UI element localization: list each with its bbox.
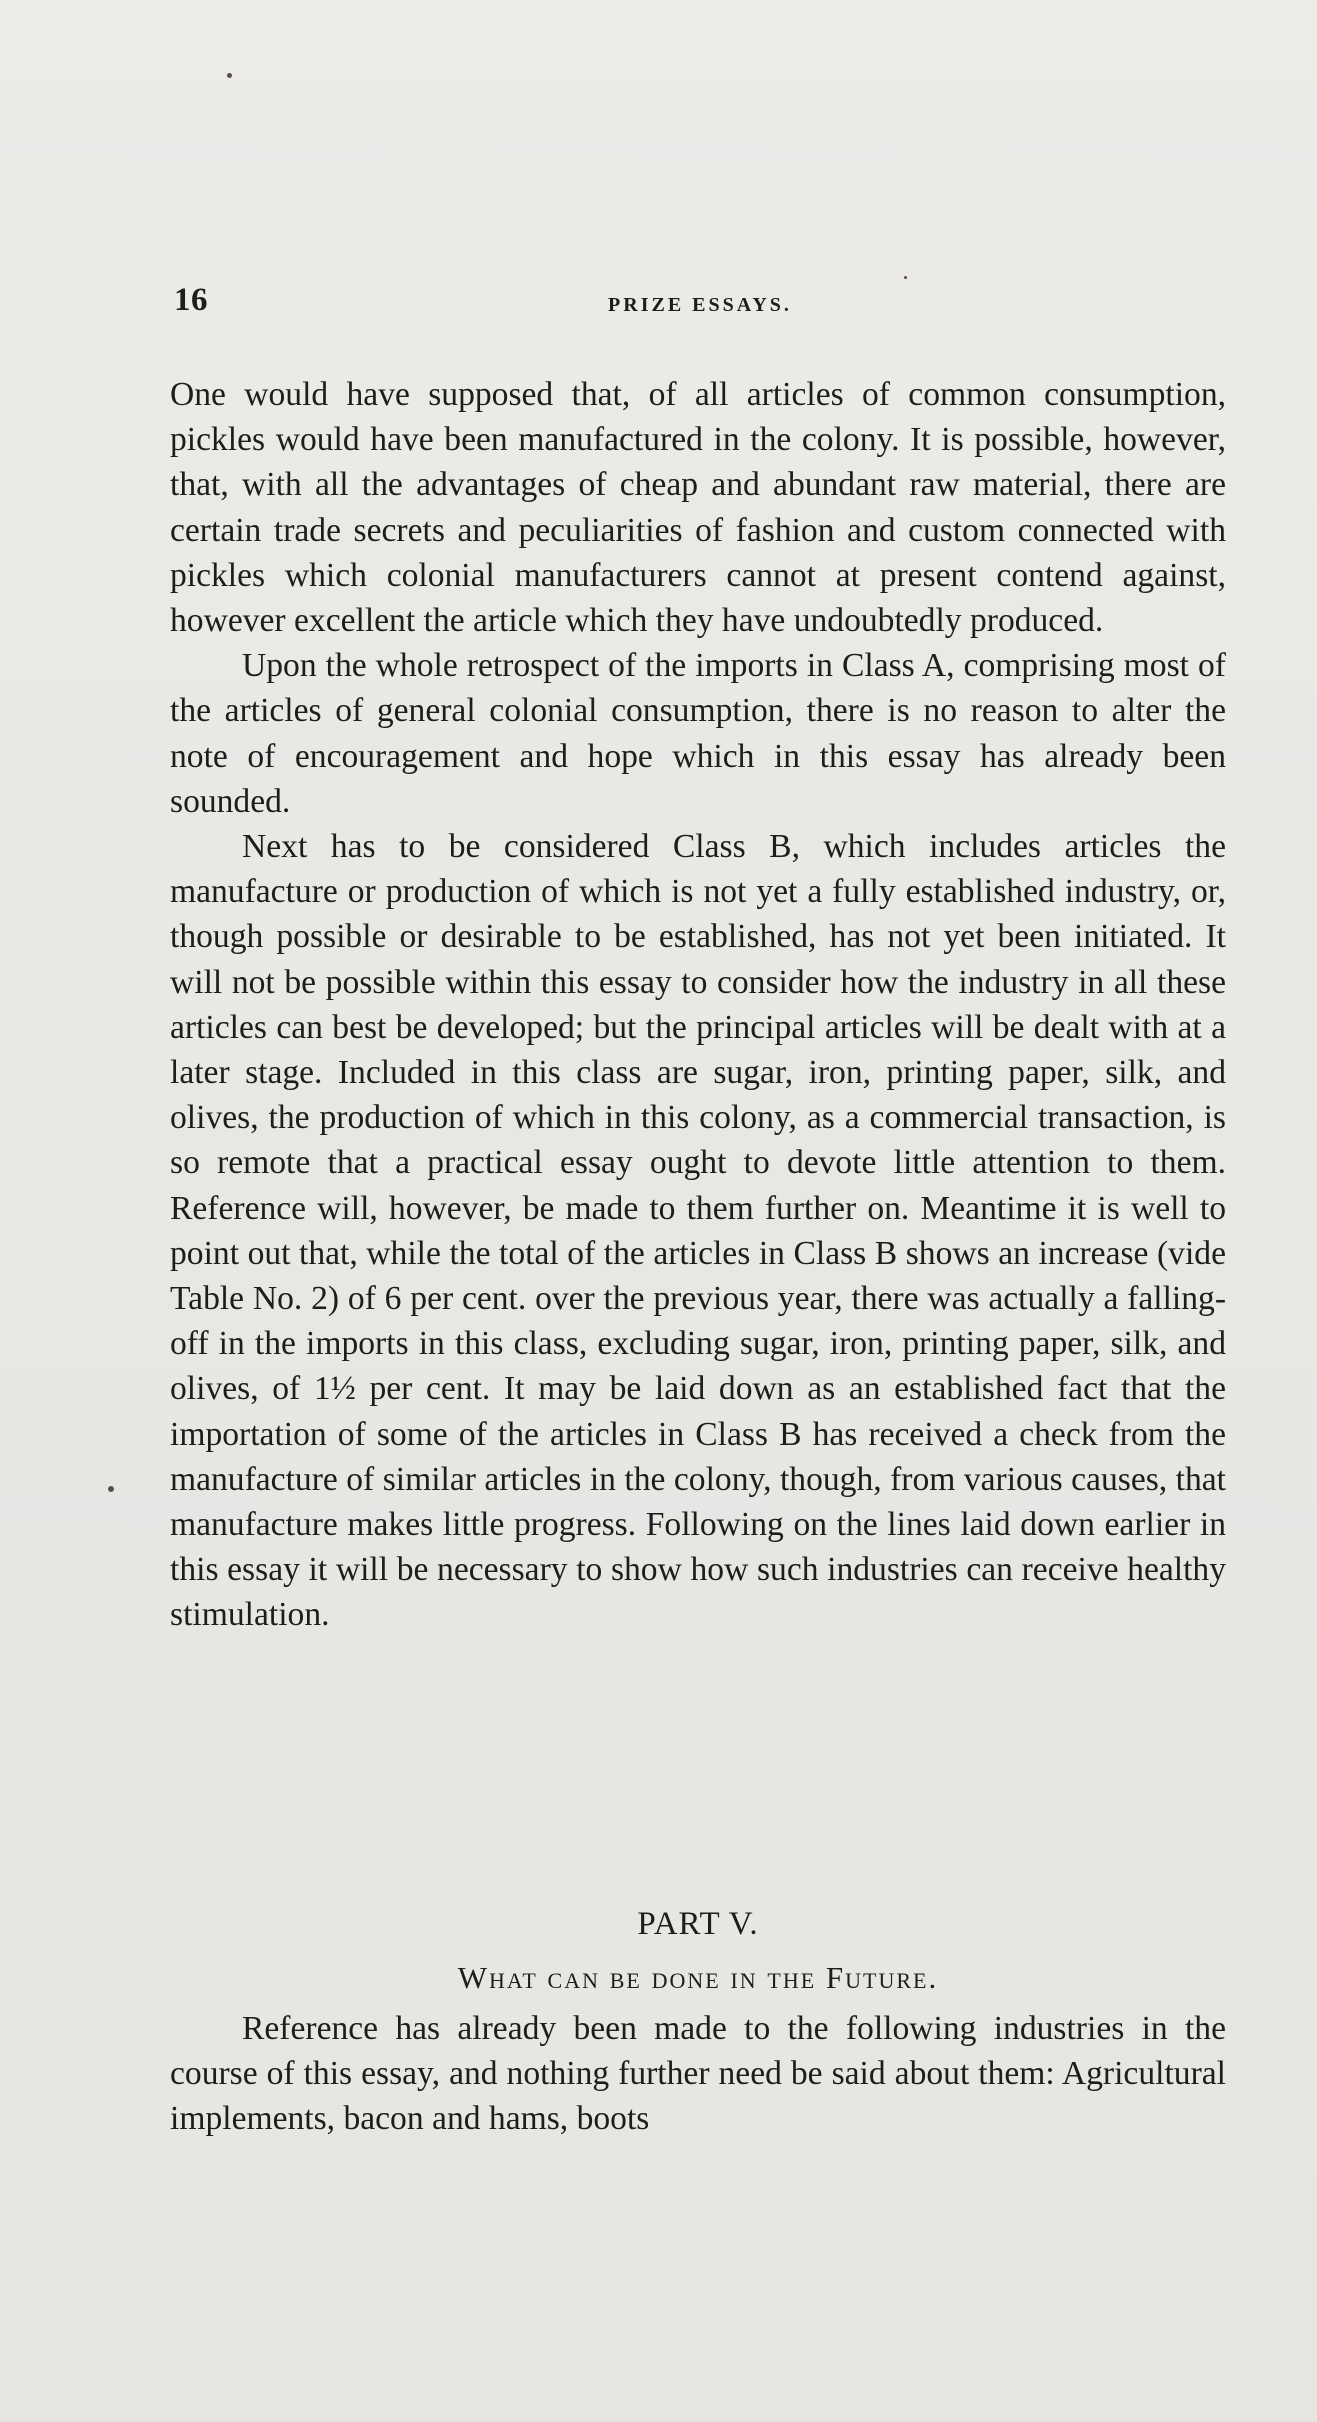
- paper-speck: [227, 73, 232, 78]
- paper-speck: [108, 1486, 114, 1492]
- body-text-continued: [170, 2006, 1226, 2142]
- paper-speck: [904, 276, 907, 279]
- paragraph-class-b: Next has to be considered Class B, which includes articles the manufacture or production of which is not yet a fully established industry, or, though possible or desirable to be established, has not yet been initiated. It will not be possible within this essay to consider how the industry in all these articles can best be developed; but the principal articles will be dealt with at a later stage. Included in this class are sugar, iron, printing paper, silk, and olives, the production of which in this colony, as a commercial transaction, is so remote that a practical essay ought to devote little attention to them. Reference will, however, be made to them further on. Meantime it is well to point out that, while the total of the articles in Class B shows an increase (vide Table No. 2) of 6 per cent. over the previous year, there was actually a falling-off in the imports in this class, excluding sugar, iron, printing paper, silk, and olives, of 1½ per cent. It may be laid down as an established fact that the importation of some of the articles in Class B has received a check from the manufacture of similar articles in the colony, though, from various causes, that manufacture makes little progress. Following on the lines laid down earlier in this essay it will be necessary to show how such industries can receive healthy stimulation.: [170, 828, 1226, 1634]
- paragraph-pickles: One would have supposed that, of all articles of common consumption, pickles would have been manufactured in the colony. It is possible, however, that, with all the advantages of cheap and abundant raw material, there are certain trade secrets and peculiarities of fashion and custom connected with pickles which colonial manufacturers cannot at present contend against, however excellent the article which they have undoubtedly produced.: [170, 376, 1226, 640]
- running-head: PRIZE ESSAYS.: [608, 294, 792, 316]
- paragraph-class-a: Upon the whole retrospect of the imports in Class A, comprising most of the articles of general colonial consumption, there is no reason to alter the note of encouragement and hope which in this essay has already been sounded.: [170, 647, 1226, 820]
- body-text: [170, 372, 1226, 1638]
- paragraph-future: Reference has already been made to the following industries in the course of this essay, and nothing further need be said about them: Agricultural implements, bacon and hams, boots: [170, 2010, 1226, 2138]
- page-number: 16: [174, 282, 208, 318]
- part-subheading: What can be done in the Future.: [457, 1960, 939, 1995]
- page-header: [174, 282, 1226, 322]
- part-heading: PART V.: [637, 1906, 759, 1942]
